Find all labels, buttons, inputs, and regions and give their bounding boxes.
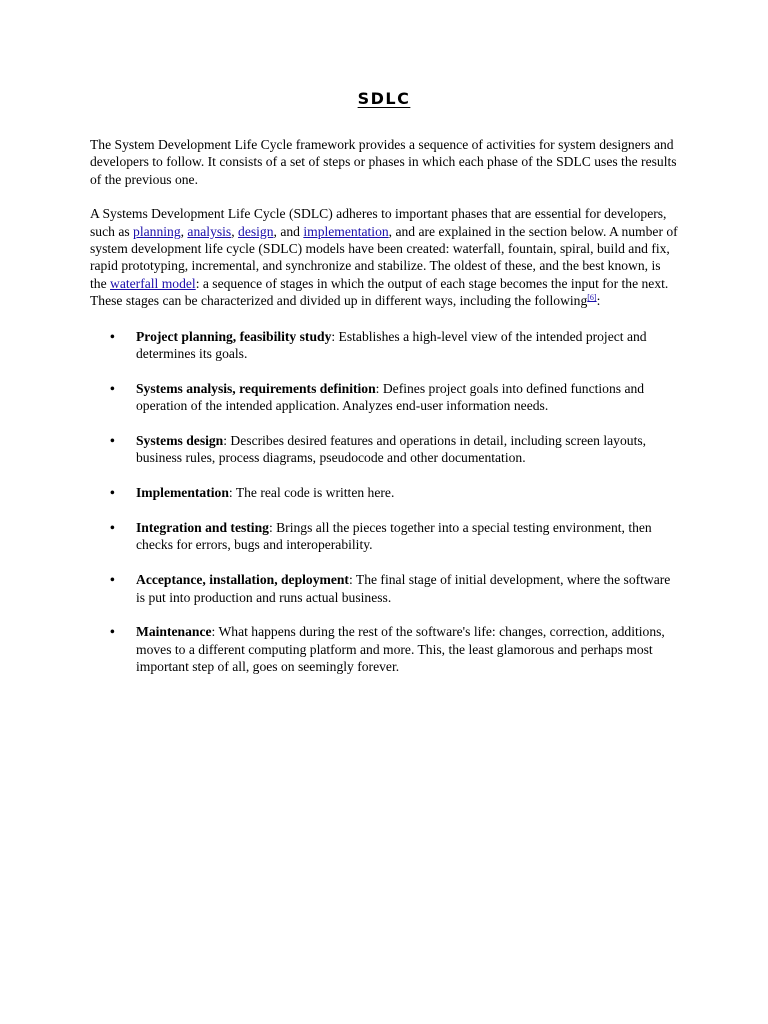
phase-description: : Defines project goals into defined functions and operation of the intended application. Analyzes end-user information needs. [136,380,645,414]
phase-term: Systems analysis, requirements definition [136,380,376,396]
list-item [90,432,678,467]
separator-1: , [180,223,188,239]
list-item [90,328,678,363]
document-title: SDLC [357,89,411,108]
implementation-link[interactable]: implementation [303,223,389,239]
phase-term: Project planning, feasibility study [136,328,332,344]
list-item [90,571,678,606]
list-item [90,623,678,675]
models-text-2: , and are explained in the section below. A number of system development life cycle (SDLC) models have been created: waterfall, fountain, spiral, build and fix, rapid prototyping, incremental, and synchronize and stabilize. The oldest of these, and the best known, is the [90,223,678,291]
models-text-3: : a sequence of stages in which the output of each stage becomes the input for the next. These stages can be characterized and divided up in different ways, including the following [90,275,669,309]
models-paragraph [90,205,678,309]
bullet-icon: • [110,520,115,536]
phase-description: : Establishes a high-level view of the intended project and determines its goals. [136,328,647,362]
bullet-icon: • [110,624,115,640]
analysis-link[interactable]: analysis [187,223,232,239]
bullet-icon: • [110,433,115,449]
phase-term: Systems design [136,433,224,449]
phase-description: : What happens during the rest of the software's life: changes, correction, additions, moves to a different computing platform and more. This, the least glamorous and perhaps most important step of all, goes on seemingly forever. [136,624,665,675]
separator-3: , and [273,223,304,239]
bullet-icon: • [110,328,115,344]
phase-description: : The final stage of initial development, where the software is put into production and runs actual business. [136,572,671,605]
bullet-icon: • [110,572,115,588]
phase-description: : The real code is written here. [228,485,395,501]
phase-term: Implementation [136,485,229,501]
waterfall-model-link[interactable]: waterfall model [110,275,196,291]
phase-description: : Describes desired features and operations in detail, including screen layouts, business rules, process diagrams, pseudocode and other documentation. [136,433,647,466]
models-text-4: : [596,293,601,309]
separator-2: , [231,223,239,239]
phase-term: Acceptance, installation, deployment [136,572,349,588]
planning-link[interactable]: planning [133,223,181,239]
document-page [90,88,678,693]
phase-description: : Brings all the pieces together into a special testing environment, then checks for errors, bugs and interoperability. [136,520,652,553]
sdlc-phase-list [90,328,678,676]
list-item [90,484,678,501]
list-item [90,519,678,554]
reference-6-link[interactable]: [6] [587,293,597,303]
bullet-icon: • [110,380,115,396]
models-text-1: A Systems Development Life Cycle (SDLC) adheres to important phases that are essential for developers, such as [90,206,667,239]
intro-paragraph: The System Development Life Cycle framework provides a sequence of activities for system designers and developers to follow. It consists of a set of steps or phases in which each phase of the SDLC uses the results of the previous one. [90,137,677,187]
design-link[interactable]: design [238,223,274,239]
bullet-icon: • [110,485,115,501]
phase-term: Integration and testing [136,520,269,536]
phase-term: Maintenance [136,624,212,640]
list-item [90,380,678,415]
